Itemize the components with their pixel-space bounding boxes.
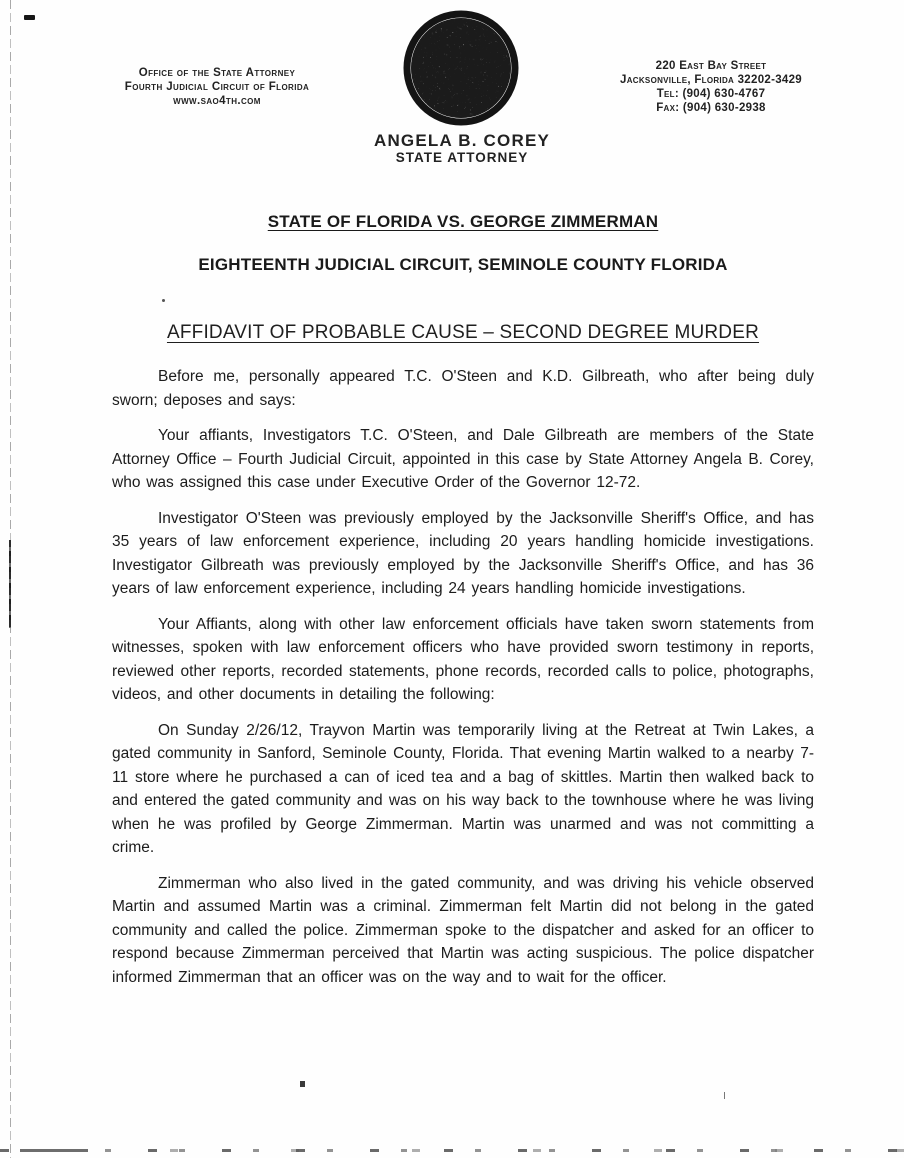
state-attorney-name: ANGELA B. COREY	[373, 131, 551, 150]
letterhead-office-block	[72, 66, 362, 108]
paragraph-affiants-appointment: Your affiants, Investigators T.C. O'Steen, and Dale Gilbreath are members of the State Attorney Office – Fourth Judicial Circuit, appointed in this case by State Attorney Angela B. Corey, who was assigned this case under Executive Order of the Governor 12-72.	[112, 427, 814, 491]
affidavit-body	[112, 212, 814, 1001]
letterhead-phone: Tel: (904) 630-4767	[656, 88, 766, 100]
paragraph-appearance: Before me, personally appeared T.C. O'Steen and K.D. Gilbreath, who after being duly sworn; deposes and says:	[112, 368, 814, 409]
paragraph-martin-events: On Sunday 2/26/12, Trayvon Martin was temporarily living at the Retreat at Twin Lakes, a gated community in Sanford, Seminole County, Florida. That evening Martin walked to a nearby 7-11 store where he purchased a can of iced tea and a bag of skittles. Martin then walked back to and entered the gated community and was on his way back to the townhouse where he was living when he was profiled by George Zimmerman. Martin was unarmed and was not committing a crime.	[112, 721, 814, 856]
scan-artifact-bottom-dashed-line	[0, 1149, 904, 1152]
case-title: STATE OF FLORIDA VS. GEORGE ZIMMERMAN	[267, 212, 659, 231]
paragraph-investigator-experience: Investigator O'Steen was previously employed by the Jacksonville Sheriff's Office, and has 35 years of law enforcement experience, including 20 years handling homicide investigations. Investigator Gilbreath was previously employed by the Jacksonville Sheriff's Office, and has 36 years of law enforcement experience, including 24 years handling homicide investigations.	[112, 509, 814, 597]
letterhead-address-block	[566, 59, 856, 115]
scan-artifact-dot	[300, 1081, 305, 1087]
letterhead-office-website: www.sao4th.com	[173, 95, 261, 107]
paragraph-evidence-reviewed: Your Affiants, along with other law enforcement officials have taken sworn statements from witnesses, spoken with law enforcement officers who have provided sworn testimony in reports, reviewed other reports, recorded statements, phone records, recorded calls to police, photographs, videos, and other documents in detailing the following:	[112, 615, 814, 703]
state-attorney-seal-icon	[403, 10, 519, 126]
paragraph-zimmerman-call: Zimmerman who also lived in the gated community, and was driving his vehicle observed Martin and assumed Martin was a criminal. Zimmerman felt Martin did not belong in the gated community and called the police. Zimmerman spoke to the dispatcher and asked for an officer to respond because Zimmerman perceived that Martin was acting suspicious. The police dispatcher informed Zimmerman that an officer was on the way and to wait for the officer.	[112, 874, 814, 986]
scan-artifact-left-edge-dark-segment	[9, 540, 11, 628]
circuit-heading: EIGHTEENTH JUDICIAL CIRCUIT, SEMINOLE COUNTY FLORIDA	[198, 255, 728, 274]
letterhead-city-zip: Jacksonville, Florida 32202-3429	[620, 74, 802, 86]
scan-artifact-bottom-dash-segment	[20, 1149, 88, 1152]
document-title: AFFIDAVIT OF PROBABLE CAUSE – SECOND DEGREE MURDER	[166, 322, 760, 343]
scan-artifact-top-left-mark	[24, 15, 35, 20]
letterhead-fax: Fax: (904) 630-2938	[656, 102, 766, 114]
state-attorney-title: STATE ATTORNEY	[395, 150, 529, 165]
letterhead-office-line1: Office of the State Attorney	[138, 67, 296, 79]
letterhead-office-line2: Fourth Judicial Circuit of Florida	[124, 81, 310, 93]
scan-artifact-dot	[724, 1092, 725, 1099]
letterhead-street: 220 East Bay Street	[655, 60, 767, 72]
